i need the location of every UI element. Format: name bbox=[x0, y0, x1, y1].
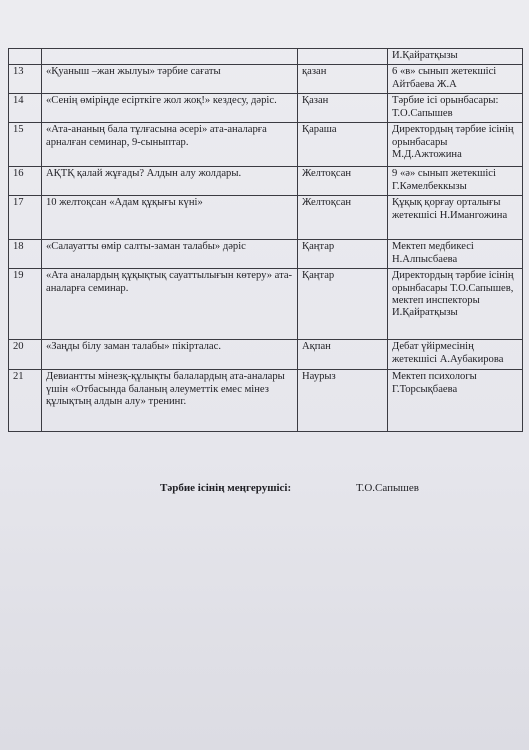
table-row bbox=[9, 240, 523, 269]
event-cell: «Ата-ананың бала тұлғасына әсері» ата-аналарға арналған семинар, 9-сыныптар. bbox=[42, 123, 298, 167]
table-row bbox=[9, 196, 523, 240]
date-cell: қазан bbox=[298, 65, 388, 94]
row-number: 18 bbox=[9, 240, 42, 269]
responsible-cell: Дебат үйірмесінің жетекшісі А.Аубакирова bbox=[388, 340, 523, 370]
responsible-cell: 9 «ә» сынып жетекшісі Г.Кәмелбеккызы bbox=[388, 167, 523, 196]
event-cell: АҚТҚ қалай жұғады? Алдын алу жолдары. bbox=[42, 167, 298, 196]
table-row bbox=[9, 269, 523, 340]
date-cell: Наурыз bbox=[298, 370, 388, 432]
table-row bbox=[9, 123, 523, 167]
table-row bbox=[9, 167, 523, 196]
date-cell: Қаңтар bbox=[298, 269, 388, 340]
responsible-cell: И.Қайратқызы bbox=[388, 49, 523, 65]
row-number: 19 bbox=[9, 269, 42, 340]
row-number: 21 bbox=[9, 370, 42, 432]
table-row bbox=[9, 340, 523, 370]
event-cell: «Сенің өміріңде есірткіге жол жоқ!» кездесу, дәріс. bbox=[42, 94, 298, 123]
row-number: 17 bbox=[9, 196, 42, 240]
responsible-cell: Тәрбие ісі орынбасары: Т.О.Сапышев bbox=[388, 94, 523, 123]
date-cell: Желтоқсан bbox=[298, 167, 388, 196]
responsible-cell: 6 «в» сынып жетекшісі Айтбаева Ж.А bbox=[388, 65, 523, 94]
responsible-cell: Мектеп психологы Г.Торсықбаева bbox=[388, 370, 523, 432]
events-table bbox=[8, 48, 523, 432]
event-cell: Девиантты мінезқ-құлықты балалардың ата-аналары үшін «Отбасында баланың әлеуметтік емес мінез құлықтың алдын алу» тренинг. bbox=[42, 370, 298, 432]
event-cell: «Салауатты өмір салты-заман талабы» дәріс bbox=[42, 240, 298, 269]
responsible-cell: Құқық қорғау орталығы жетекшісі Н.Имангожина bbox=[388, 196, 523, 240]
date-cell bbox=[298, 49, 388, 65]
event-cell: «Ата аналардың құқықтық сауаттылығын көтеру» ата-аналарға семинар. bbox=[42, 269, 298, 340]
date-cell: Желтоқсан bbox=[298, 196, 388, 240]
signatory-role: Тәрбие ісінің меңгерушісі: bbox=[160, 482, 292, 494]
date-cell: Ақпан bbox=[298, 340, 388, 370]
table-row bbox=[9, 49, 523, 65]
event-cell bbox=[42, 49, 298, 65]
date-cell: Қазан bbox=[298, 94, 388, 123]
row-number: 13 bbox=[9, 65, 42, 94]
row-number: 20 bbox=[9, 340, 42, 370]
table-row bbox=[9, 65, 523, 94]
row-number: 14 bbox=[9, 94, 42, 123]
date-cell: Қаңтар bbox=[298, 240, 388, 269]
responsible-cell: Мектеп медбикесі Н.Алпысбаева bbox=[388, 240, 523, 269]
row-number: 16 bbox=[9, 167, 42, 196]
table-row bbox=[9, 370, 523, 432]
row-number bbox=[9, 49, 42, 65]
row-number: 15 bbox=[9, 123, 42, 167]
table-row bbox=[9, 94, 523, 123]
event-cell: 10 желтоқсан «Адам құқығы күні» bbox=[42, 196, 298, 240]
date-cell: Қараша bbox=[298, 123, 388, 167]
event-cell: «Заңды білу заман талабы» пікірталас. bbox=[42, 340, 298, 370]
responsible-cell: Директордың тәрбие ісінің орынбасары М.Д.Ажтожина bbox=[388, 123, 523, 167]
responsible-cell: Директордың тәрбие ісінің орынбасары Т.О.Сапышев, мектеп инспекторы И.Қайратқызы bbox=[388, 269, 523, 340]
event-cell: «Қуаныш –жан жылуы» тәрбие сағаты bbox=[42, 65, 298, 94]
signatory-name: Т.О.Сапышев bbox=[356, 482, 419, 494]
